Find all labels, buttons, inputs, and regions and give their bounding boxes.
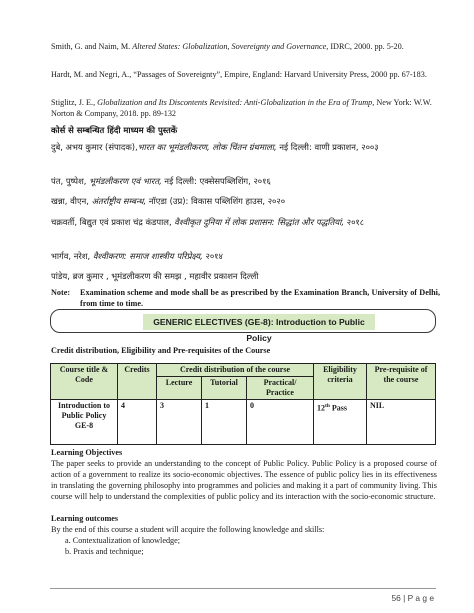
cell-credits: 4 xyxy=(118,400,157,445)
cell-course-title: Introduction to Public Policy GE-8 xyxy=(51,400,118,445)
reference-hindi-3: खन्ना, वीएन, अंतर्राष्ट्रीय सम्बन्ध, नॉएडा (उप्र): विकास पब्लिशिंग हाउस, २०२० xyxy=(51,196,286,206)
learning-objectives-heading: Learning Objectives xyxy=(51,448,123,457)
header-credit-distribution: Credit distribution of the course xyxy=(157,364,314,377)
reference-hindi-4: चक्रवर्ती, बिद्युत एवं प्रकाश चंद्र कंडपाल, वैश्वीकृत दुनिया में लोक प्रशासन: सिद्धांत और पद्धतियां, २०१८ xyxy=(51,217,365,227)
reference-english-1: Smith, G. and Naim, M. Altered States: Globalization, Sovereignty and Governance, IDRC, 2000. pp. 5-20. xyxy=(51,42,404,51)
header-course-title: Course title & Code xyxy=(51,364,118,400)
cell-eligibility: 12th Pass xyxy=(314,400,367,445)
page-number: 56 xyxy=(391,593,401,603)
reference-hindi-6: पांडेय, ब्रज कुमार , भूमंडलीकरण की समझ , महावीर प्रकाशन दिल्ली xyxy=(51,271,259,281)
learning-outcomes-heading: Learning outcomes xyxy=(51,514,119,523)
credit-distribution-heading: Credit distribution, Eligibility and Pre-requisites of the Course xyxy=(51,346,271,355)
header-lecture: Lecture xyxy=(157,377,202,400)
cell-prerequisite: NIL xyxy=(367,400,436,445)
page-label: P a g e xyxy=(407,593,434,603)
table-row xyxy=(51,400,436,445)
header-practical: Practical/ Practice xyxy=(247,377,314,400)
header-credits: Credits xyxy=(118,364,157,400)
outcome-item: a. Contextualization of knowledge; xyxy=(65,536,181,545)
cell-tutorial: 1 xyxy=(202,400,247,445)
cell-practical: 0 xyxy=(247,400,314,445)
reference-hindi-5: भार्गव, नरेश, वैश्वीकरण: समाज शास्त्रीय परिप्रेक्ष्य, २०१४ xyxy=(51,251,223,261)
credit-table xyxy=(50,363,436,445)
reference-hindi-1: दुबे, अभय कुमार (संपादक),भारत का भूमंडलीकरण, लोक चिंतन ग्रंथमाला, नई दिल्ली: वाणी प्रकाशन, २००३ xyxy=(51,142,379,152)
note-label: Note: xyxy=(51,288,71,297)
table-header-row xyxy=(51,364,436,377)
header-tutorial: Tutorial xyxy=(202,377,247,400)
page-footer: 56 | P a g e xyxy=(391,593,434,603)
course-title-banner xyxy=(50,309,436,343)
cell-lecture: 3 xyxy=(157,400,202,445)
header-eligibility: Eligibility criteria xyxy=(314,364,367,400)
hindi-books-heading: कोर्स से सम्बन्धित हिंदी माध्यम की पुस्तकें xyxy=(51,125,178,135)
footer-divider xyxy=(50,588,436,589)
outcome-item: b. Praxis and technique; xyxy=(65,547,144,556)
note-text: Examination scheme and mode shall be as prescribed by the Examination Branch, University of Delhi, from time to time. xyxy=(80,288,440,308)
reference-english-2: Hardt, M. and Negri, A., “Passages of Sovereignty”, Empire, England: Harvard University Press, 2000 pp. 67-183. xyxy=(51,70,427,79)
course-title: GENERIC ELECTIVES (GE-8): Introduction to Public Policy xyxy=(143,314,375,330)
learning-outcomes-intro: By the end of this course a student will acquire the following knowledge and skills: xyxy=(51,525,325,534)
header-prerequisite: Pre-requisite of the course xyxy=(367,364,436,400)
reference-hindi-2: पंत, पुष्पेश, भूमंडलीकरण एवं भारत, नई दिल्ली: एक्सेसपब्लिशिंग, २०१६ xyxy=(51,176,271,186)
learning-objectives-text: The paper seeks to provide an understanding to the concept of Public Policy. Public Policy is a proposed course of action of a government to realize its socio-economic objectives. The essence of public policy lies in its effectiveness in translating the governing philosophy into programmes and policies and making it a part of community living. This course will help to understand the complexities of public policy and its interaction with the socio-economic structure. xyxy=(51,459,437,501)
reference-english-3: Stiglitz, J. E., Globalization and Its Discontents Revisited: Anti-Globalization in the Era of Trump, New York: W.W. Norton & Company, 2018. pp. 89-132 xyxy=(51,98,432,118)
